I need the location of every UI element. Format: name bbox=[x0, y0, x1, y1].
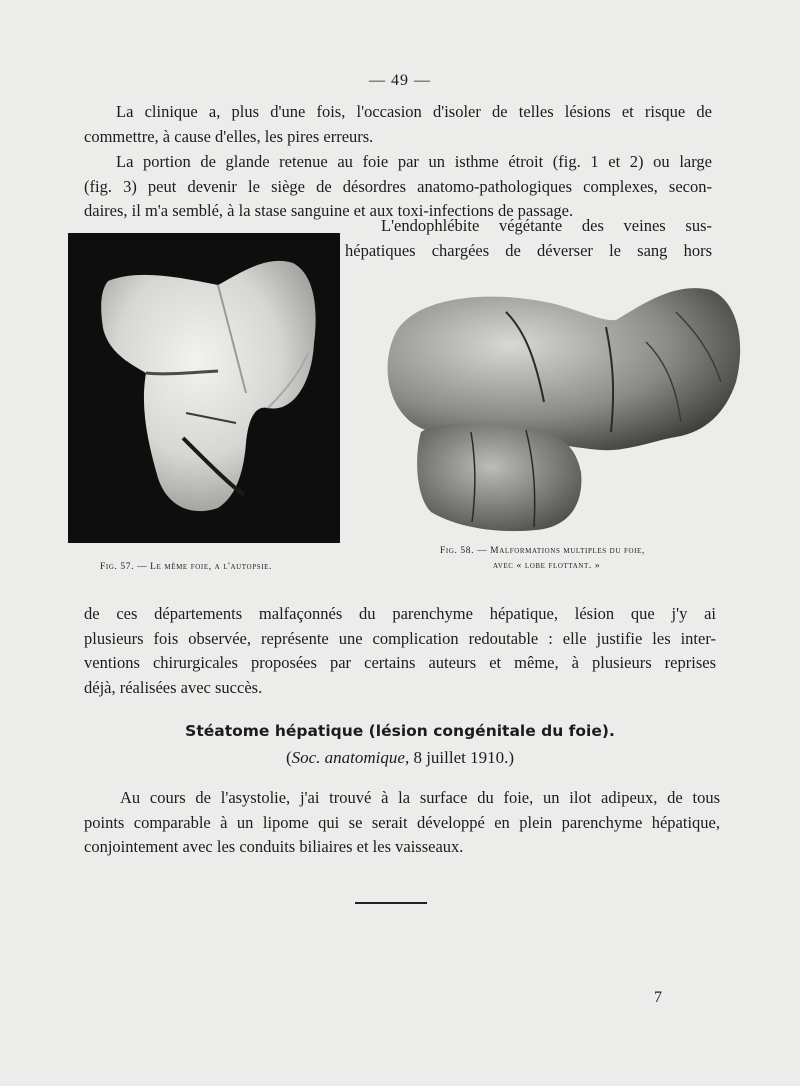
section-divider bbox=[355, 902, 427, 904]
text-line: hépatiques chargées de déverser le sang hors bbox=[345, 240, 712, 260]
text-line: La portion de glande retenue au foie par un isthme étroit (fig. 1 et 2) ou large bbox=[116, 152, 712, 171]
text-line: points comparable à un lipome qui se serait développé en plein parenchyme hépatique, bbox=[84, 812, 720, 832]
section-citation bbox=[0, 748, 800, 768]
citation-open: ( bbox=[285, 748, 292, 767]
text-line: L'endophlébite végétante des veines sus- bbox=[381, 216, 712, 235]
figure-58-caption-line1: Fig. 58. — Malformations multiples du foie, bbox=[440, 546, 645, 556]
text-line: plusieurs fois observée, représente une complication redoutable : elle justifie les inter- bbox=[84, 628, 716, 648]
text-line: conjointement avec les conduits biliaires et les vaisseaux. bbox=[84, 837, 464, 856]
paragraph-3 bbox=[345, 214, 712, 263]
paragraph-1 bbox=[84, 100, 712, 149]
paragraph-5 bbox=[84, 786, 720, 860]
text-line: Au cours de l'asystolie, j'ai trouvé à la surface du foie, un ilot adipeux, de tous bbox=[120, 788, 720, 807]
paragraph-2 bbox=[84, 150, 712, 224]
paragraph-4 bbox=[84, 602, 716, 700]
section-heading: Stéatome hépatique (lésion congénitale du foie). bbox=[185, 722, 615, 740]
figure-58-caption-line2: avec « lobe flottant. » bbox=[493, 561, 601, 571]
text-line: daires, il m'a semblé, à la stase sanguine et aux toxi-infections de passage. bbox=[84, 201, 574, 220]
citation-date: , 8 juillet 1910.) bbox=[404, 748, 515, 767]
page-number: — 49 — bbox=[369, 72, 431, 89]
text-line: (fig. 3) peut devenir le siège de désordres anatomo-pathologiques complexes, secon- bbox=[84, 176, 712, 196]
text-line: commettre, à cause d'elles, les pires erreurs. bbox=[84, 126, 374, 146]
text-line: La clinique a, plus d'une fois, l'occasion d'isoler de telles lésions et risque de bbox=[116, 102, 712, 121]
figure-57-caption: Fig. 57. — Le même foie, a l'autopsie. bbox=[100, 562, 272, 572]
text-line: de ces départements malfaçonnés du parenchyme hépatique, lésion que j'y ai bbox=[84, 604, 716, 623]
citation-journal: Soc. anatomique bbox=[291, 748, 405, 767]
figure-57-photo bbox=[68, 233, 340, 543]
signature-number: 7 bbox=[654, 989, 662, 1006]
text-line: déjà, réalisées avec succès. bbox=[84, 677, 263, 697]
text-line: ventions chirurgicales proposées par certains auteurs et même, à plusieurs reprises bbox=[84, 653, 716, 672]
figure-58-illustration bbox=[376, 272, 748, 540]
